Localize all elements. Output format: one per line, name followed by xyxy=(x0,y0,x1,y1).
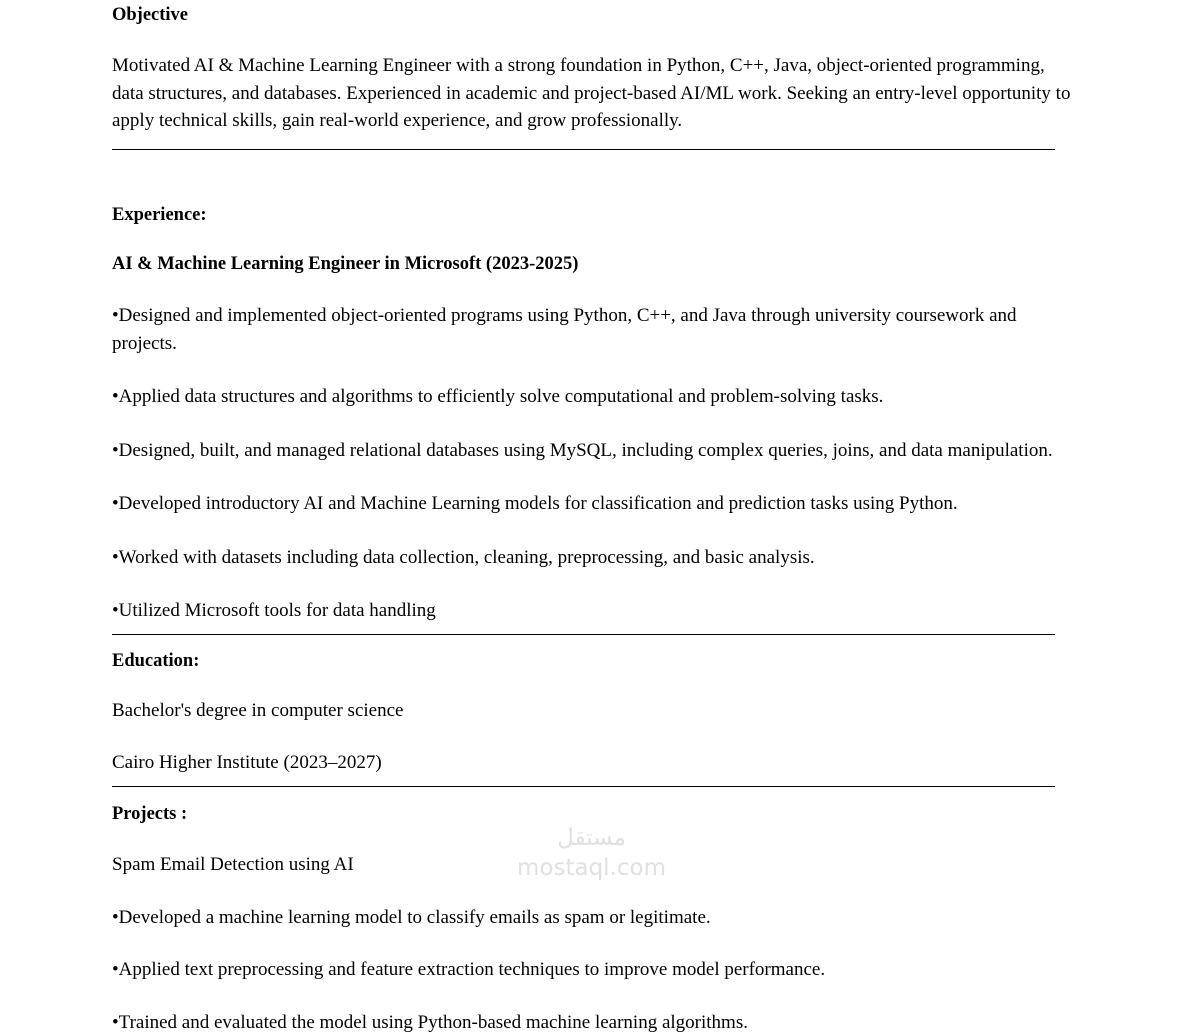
projects-heading: Projects : xyxy=(112,804,188,825)
experience-bullet: •Designed and implemented object-oriented programs using Python, C++, and Java through university coursework and projects. xyxy=(112,305,1017,354)
project-bullet: •Applied text preprocessing and feature extraction techniques to improve model performance. xyxy=(112,959,826,981)
experience-bullet: •Applied data structures and algorithms to efficiently solve computational and problem-solving tasks. xyxy=(112,386,884,408)
project-bullet: •Developed a machine learning model to classify emails as spam or legitimate. xyxy=(112,906,711,928)
experience-bullet: •Designed, built, and managed relational databases using MySQL, including complex queries, joins, and data manipulation. xyxy=(112,439,1053,461)
education-heading: Education: xyxy=(112,650,200,671)
watermark-latin-text: mostaql.com xyxy=(517,855,666,882)
experience-section xyxy=(112,204,1071,635)
experience-bullet: •Utilized Microsoft tools for data handling xyxy=(112,600,436,622)
experience-heading: Experience: xyxy=(112,204,207,225)
education-divider xyxy=(112,786,1055,787)
objective-divider xyxy=(112,149,1055,150)
experience-divider xyxy=(112,634,1055,635)
project-bullet: •Trained and evaluated the model using Python-based machine learning algorithms. xyxy=(112,1011,748,1033)
watermark-arabic-text: مستقل xyxy=(557,825,626,851)
projects-section xyxy=(112,803,1071,1036)
project-title: Spam Email Detection using AI xyxy=(112,854,354,876)
objective-heading: Objective xyxy=(112,5,189,25)
experience-role-title: AI & Machine Learning Engineer in Microsoft (2023-2025) xyxy=(112,253,579,274)
education-institute: Cairo Higher Institute (2023–2027) xyxy=(112,751,382,773)
education-section xyxy=(112,650,1071,787)
education-degree: Bachelor's degree in computer science xyxy=(112,699,404,721)
objective-section xyxy=(112,0,1071,150)
experience-bullet: •Worked with datasets including data collection, cleaning, preprocessing, and basic analysis. xyxy=(112,546,815,568)
objective-text: Motivated AI & Machine Learning Engineer with a strong foundation in Python, C++, Java, object-oriented programming, data structures, and databases. Experienced in academic and project-based AI/ML work. Seeking an entry-level opportunity to apply technical skills, gain real-world experience, and grow professionally. xyxy=(112,55,1071,132)
experience-bullet: •Developed introductory AI and Machine Learning models for classification and prediction tasks using Python. xyxy=(112,493,958,515)
